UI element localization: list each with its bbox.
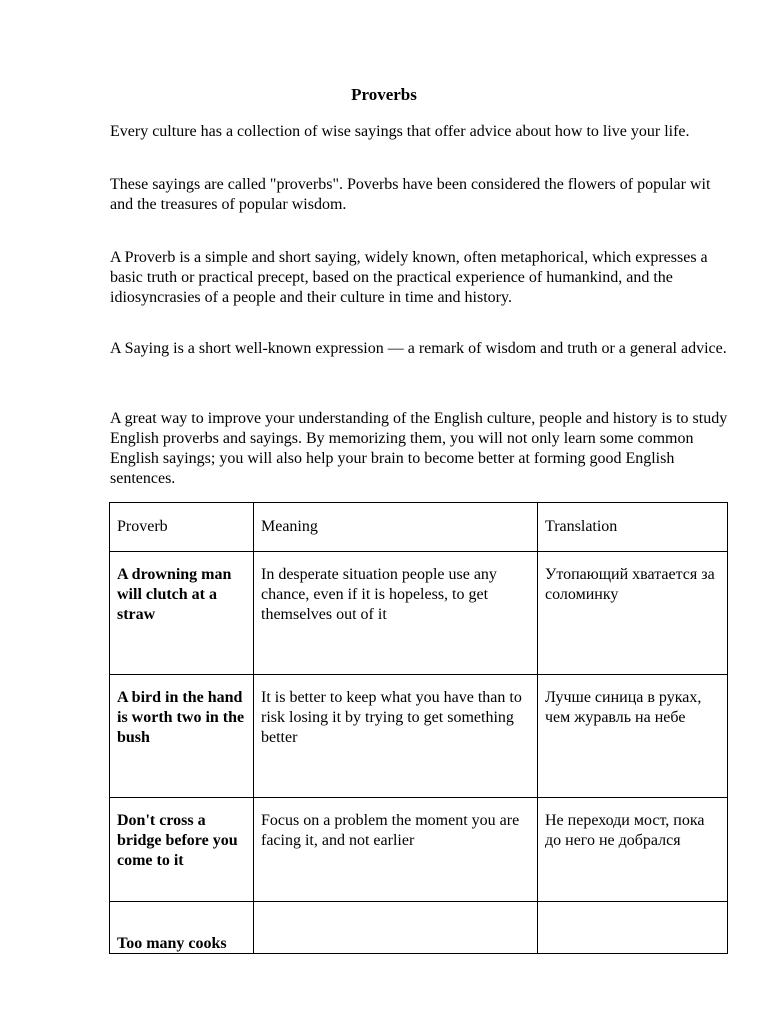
table-header-row (110, 503, 728, 552)
page-title: Proverbs (351, 85, 417, 104)
proverbs-table (109, 502, 728, 954)
meaning-cell: In desperate situation people use any chance, even if it is hopeless, to get themselves out of it (254, 552, 538, 675)
table-row (110, 675, 728, 798)
header-translation: Translation (538, 503, 728, 552)
table-row (110, 552, 728, 675)
translation-cell: Лучше синица в руках, чем журавль на небе (538, 675, 728, 798)
meaning-cell: Focus on a problem the moment you are facing it, and not earlier (254, 798, 538, 902)
paragraph-study-advice: A great way to improve your understanding of the English culture, people and history is to study English proverbs and sayings. By memorizing them, you will not only learn some common English sayings; you will also help your brain to become better at forming good English sentences. (110, 410, 728, 487)
proverb-cell: Don't cross a bridge before you come to it (110, 798, 254, 902)
proverb-cell (110, 902, 254, 954)
table-row (110, 902, 728, 954)
paragraph-proverbs-definition: These sayings are called "proverbs". Poverbs have been considered the flowers of popular wit and the treasures of popular wisdom. (110, 176, 711, 213)
paragraph-proverb-meaning: A Proverb is a simple and short saying, widely known, often metaphorical, which expresses a basic truth or practical precept, based on the practical experience of humankind, and the idiosyncrasies of a people and their culture in time and history. (110, 249, 708, 306)
translation-cell: Утопающий хватается за соломинку (538, 552, 728, 675)
proverb-cell: A bird in the hand is worth two in the bush (110, 675, 254, 798)
paragraph-intro: Every culture has a collection of wise sayings that offer advice about how to live your life. (110, 123, 690, 140)
meaning-cell (254, 902, 538, 954)
header-proverb: Proverb (110, 503, 254, 552)
table-row (110, 798, 728, 902)
translation-cell: Не переходи мост, пока до него не добрался (538, 798, 728, 902)
paragraph-saying-meaning: A Saying is a short well-known expression — a remark of wisdom and truth or a general advice. (110, 340, 727, 357)
translation-cell (538, 902, 728, 954)
proverb-cell-text: Too many cooks (117, 935, 227, 952)
header-meaning: Meaning (254, 503, 538, 552)
meaning-cell: It is better to keep what you have than to risk losing it by trying to get something better (254, 675, 538, 798)
proverb-cell: A drowning man will clutch at a straw (110, 552, 254, 675)
